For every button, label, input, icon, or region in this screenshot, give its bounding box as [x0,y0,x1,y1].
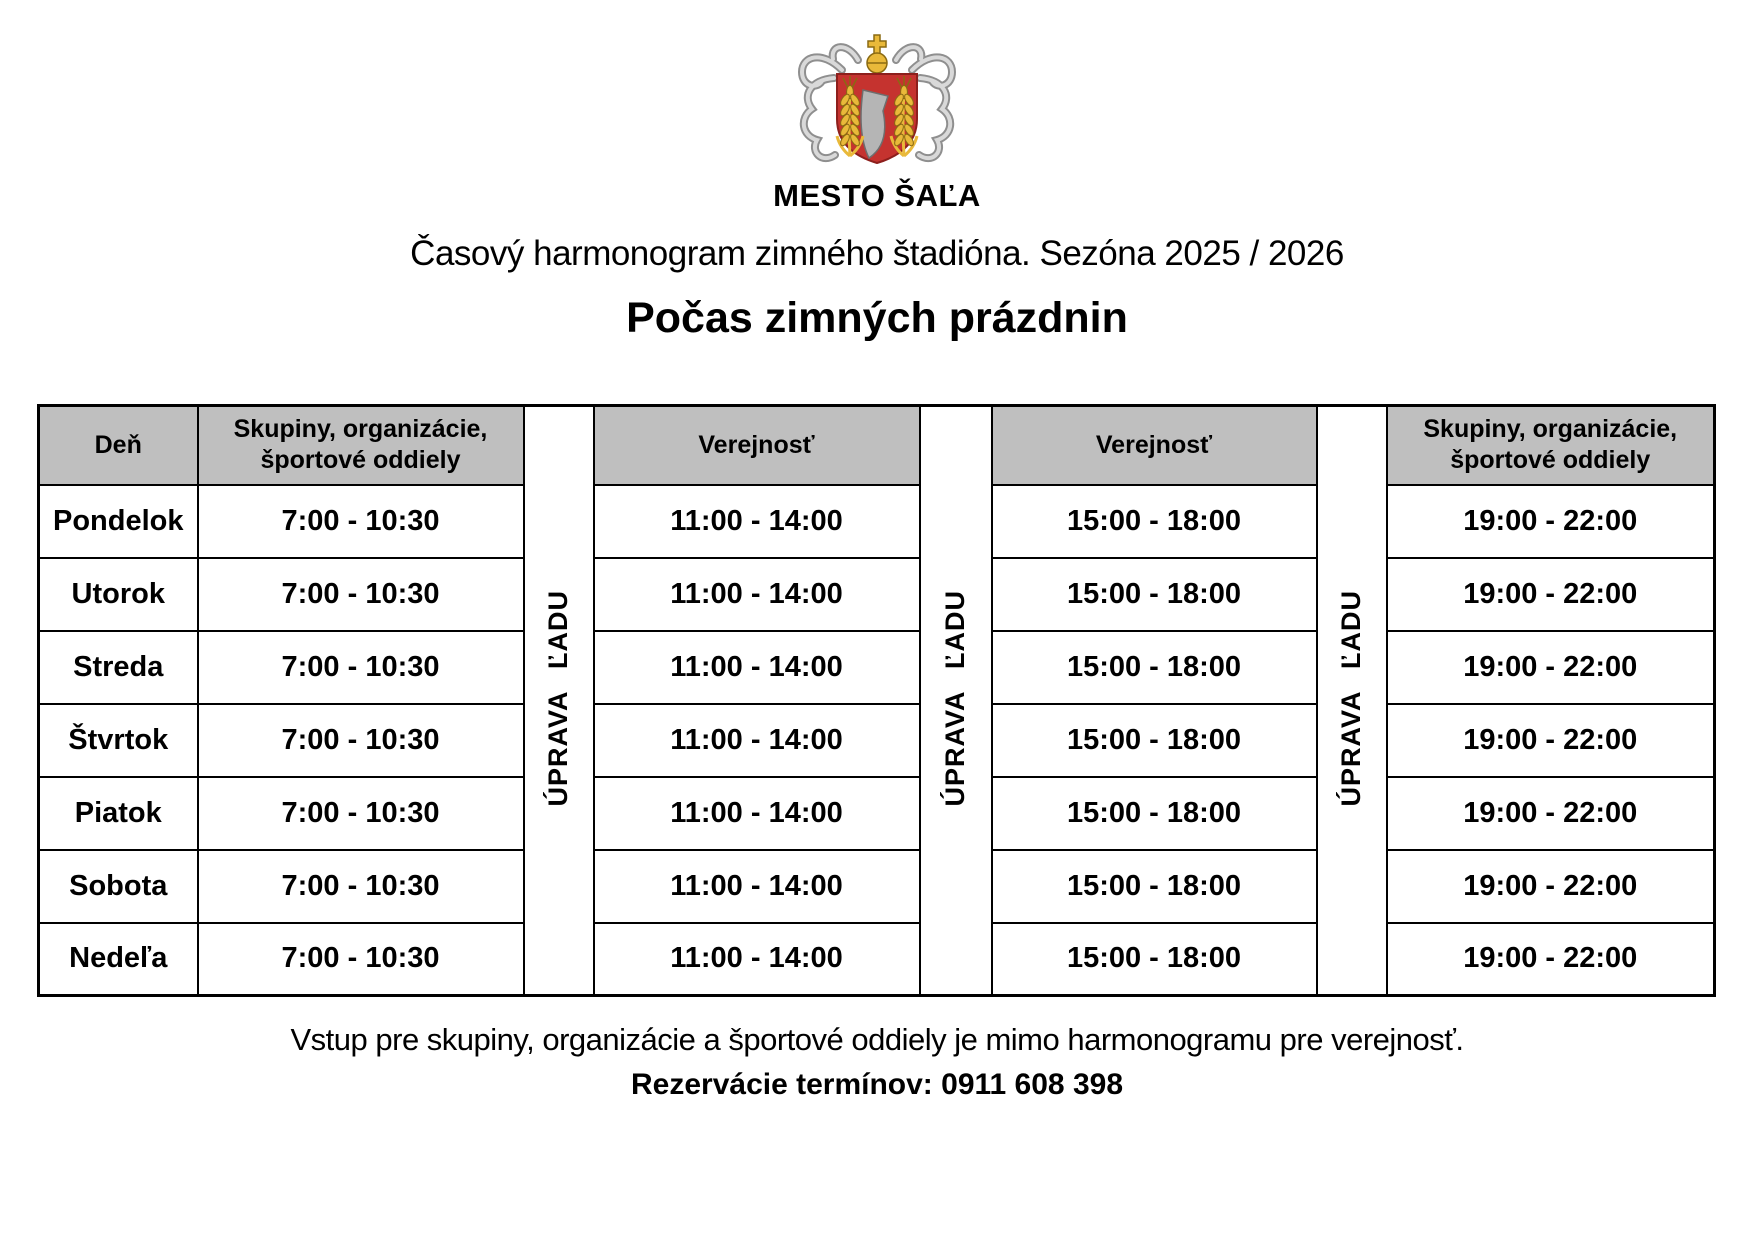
schedule-row [39,485,1715,558]
time-slot-cell: 7:00 - 10:30 [198,485,524,558]
time-slot-cell: 7:00 - 10:30 [198,850,524,923]
time-slot-cell: 19:00 - 22:00 [1387,850,1715,923]
time-slot-cell: 7:00 - 10:30 [198,558,524,631]
ice-maintenance-label: ÚPRAVA ĽADU [1336,589,1366,807]
time-slot-cell: 15:00 - 18:00 [992,485,1317,558]
ice-maintenance-label: ÚPRAVA ĽADU [543,589,573,807]
schedule-table [37,404,1716,997]
time-slot-cell: 11:00 - 14:00 [594,485,920,558]
time-slot-cell: 7:00 - 10:30 [198,777,524,850]
time-slot-cell: 11:00 - 14:00 [594,704,920,777]
schedule-row [39,850,1715,923]
time-slot-cell: 19:00 - 22:00 [1387,704,1715,777]
schedule-row [39,704,1715,777]
schedule-row [39,558,1715,631]
time-slot-cell: 15:00 - 18:00 [992,850,1317,923]
day-cell: Sobota [39,850,198,923]
coat-of-arms-icon [762,34,992,170]
day-cell: Utorok [39,558,198,631]
time-slot-cell: 11:00 - 14:00 [594,923,920,996]
day-cell: Pondelok [39,485,198,558]
time-slot-cell: 11:00 - 14:00 [594,850,920,923]
time-slot-cell: 19:00 - 22:00 [1387,485,1715,558]
time-slot-cell: 15:00 - 18:00 [992,704,1317,777]
time-slot-cell: 15:00 - 18:00 [992,631,1317,704]
time-slot-cell: 19:00 - 22:00 [1387,631,1715,704]
time-slot-cell: 15:00 - 18:00 [992,777,1317,850]
document-subtitle: Časový harmonogram zimného štadióna. Sezóna 2025 / 2026 [410,234,1344,273]
ice-maintenance-column-1 [524,406,594,996]
col-header-public-2: Verejnosť [992,406,1317,485]
day-cell: Streda [39,631,198,704]
time-slot-cell: 7:00 - 10:30 [198,704,524,777]
footer-note: Vstup pre skupiny, organizácie a športové oddiely je mimo harmonogramu pre verejnosť. [290,1022,1464,1057]
time-slot-cell: 15:00 - 18:00 [992,558,1317,631]
schedule-row [39,777,1715,850]
schedule-row [39,923,1715,996]
time-slot-cell: 15:00 - 18:00 [992,923,1317,996]
time-slot-cell: 11:00 - 14:00 [594,777,920,850]
mesto-sala-coat-of-arms [0,34,1754,170]
schedule-row [39,631,1715,704]
col-header-groups-morning: Skupiny, organizácie, športové oddiely [198,406,524,485]
time-slot-cell: 11:00 - 14:00 [594,631,920,704]
day-cell: Piatok [39,777,198,850]
day-cell: Štvrtok [39,704,198,777]
day-cell: Nedeľa [39,923,198,996]
org-title: MESTO ŠAĽA [773,178,981,213]
col-header-day: Deň [39,406,198,485]
header-row [39,406,1715,485]
ice-maintenance-label: ÚPRAVA ĽADU [940,589,970,807]
schedule-heading: Počas zimných prázdnin [626,294,1128,342]
time-slot-cell: 11:00 - 14:00 [594,558,920,631]
col-header-public-1: Verejnosť [594,406,920,485]
time-slot-cell: 7:00 - 10:30 [198,923,524,996]
time-slot-cell: 19:00 - 22:00 [1387,558,1715,631]
time-slot-cell: 19:00 - 22:00 [1387,777,1715,850]
schedule-table-body [39,406,1715,996]
time-slot-cell: 19:00 - 22:00 [1387,923,1715,996]
col-header-groups-evening: Skupiny, organizácie, športové oddiely [1387,406,1715,485]
footer-reservation: Rezervácie termínov: 0911 608 398 [631,1068,1123,1101]
time-slot-cell: 7:00 - 10:30 [198,631,524,704]
ice-maintenance-column-3 [1317,406,1387,996]
ice-maintenance-column-2 [920,406,992,996]
